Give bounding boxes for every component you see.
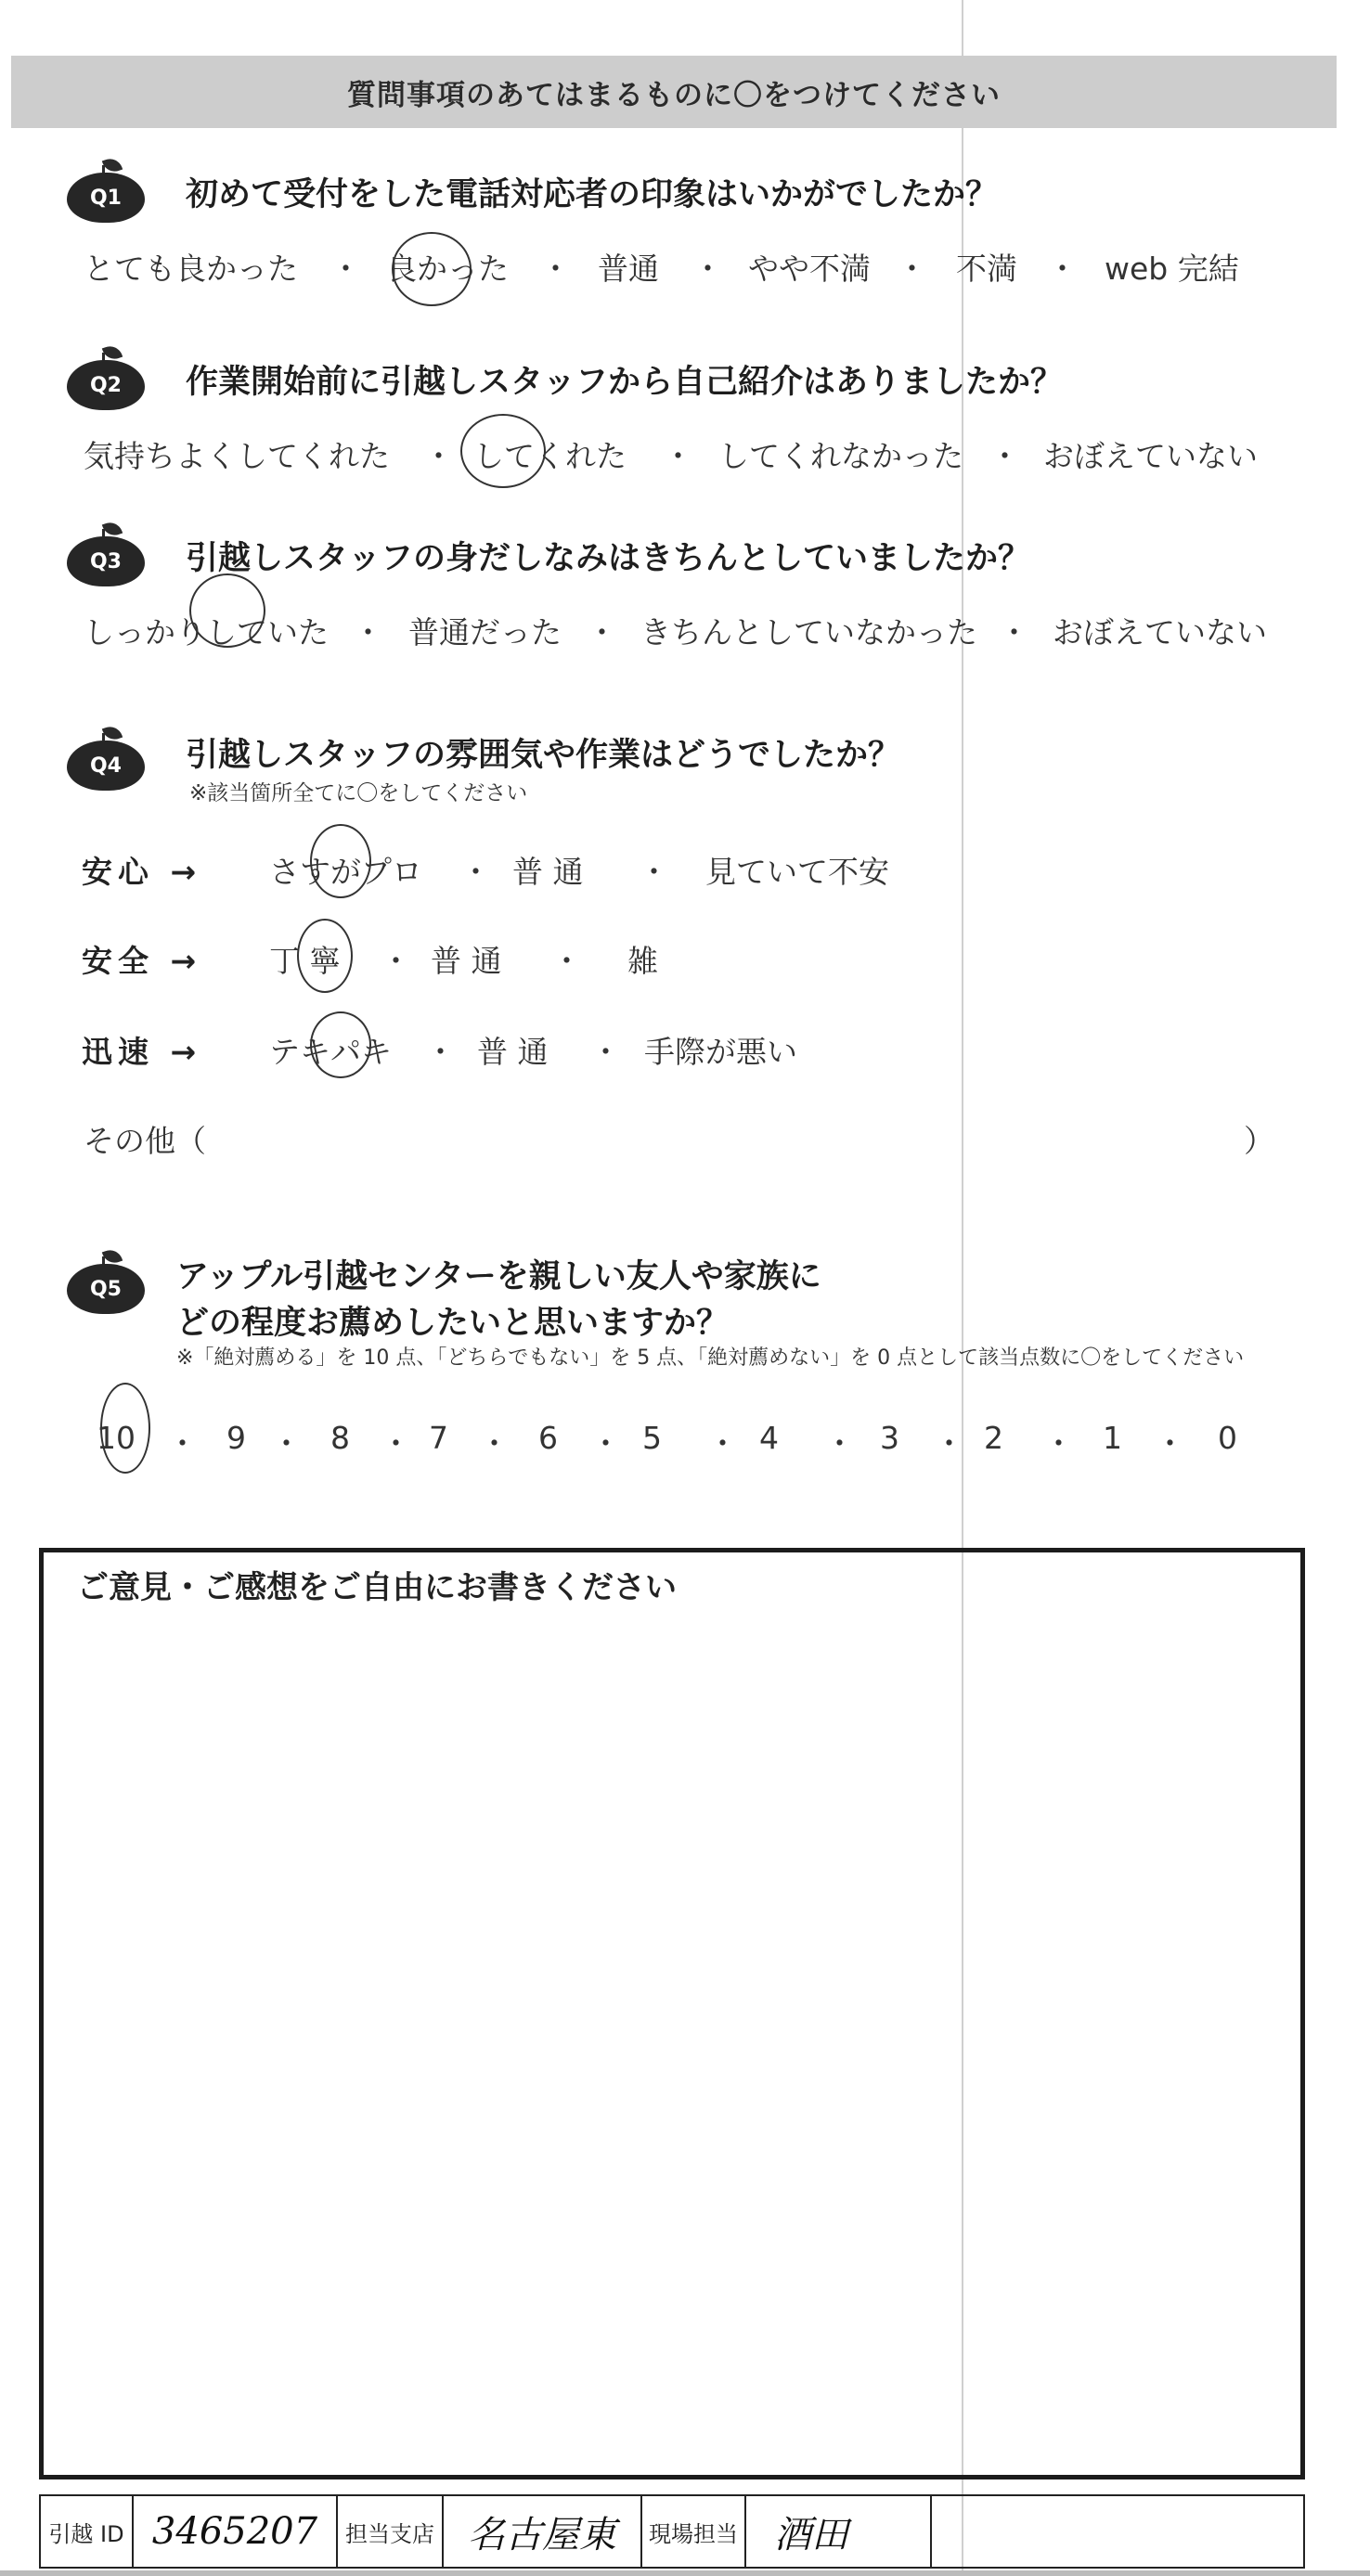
q4-separator: ・ bbox=[639, 854, 669, 890]
q5-separator: ・ bbox=[381, 1425, 411, 1462]
q5-separator: ・ bbox=[707, 1425, 738, 1462]
q1-option-5[interactable]: 不満 bbox=[956, 251, 1017, 287]
q1-option-4[interactable]: やや不満 bbox=[748, 251, 871, 287]
q5-separator: ・ bbox=[1155, 1425, 1185, 1462]
q4-separator: ・ bbox=[460, 854, 491, 890]
q2-separator: ・ bbox=[423, 438, 454, 474]
q2-badge bbox=[67, 353, 145, 408]
q2-option-1[interactable]: 気持ちよくしてくれた bbox=[84, 438, 390, 474]
paper-bottom-edge bbox=[0, 2570, 1370, 2576]
q5-score-10[interactable]: 10 bbox=[97, 1420, 136, 1456]
q3-question: 引越しスタッフの身だしなみはきちんとしていましたか？ bbox=[186, 540, 1031, 577]
q4-row-anshin-option-2[interactable]: 普 通 bbox=[512, 854, 584, 890]
q3-badge-label: Q3 bbox=[67, 536, 145, 586]
footer-table bbox=[39, 2494, 1305, 2569]
q5-question-line1: アップル引越センターを親しい友人や家族に bbox=[176, 1258, 821, 1295]
q3-badge bbox=[67, 529, 145, 585]
q3-option-4[interactable]: おぼえていない bbox=[1053, 614, 1267, 650]
q5-score-9[interactable]: 9 bbox=[226, 1420, 246, 1456]
q2-option-3[interactable]: してくれなかった bbox=[718, 438, 963, 474]
q5-note: ※「絶対薦める」を 10 点、「どちらでもない」を 5 点、「絶対薦めない」を 0 点として該当点数に〇をしてください bbox=[176, 1346, 1245, 1370]
instructions-header bbox=[11, 56, 1337, 128]
q5-separator: ・ bbox=[479, 1425, 510, 1462]
move-id-value[interactable]: 3465207 bbox=[134, 2496, 338, 2567]
q1-separator: ・ bbox=[540, 251, 571, 287]
q5-separator: ・ bbox=[824, 1425, 855, 1462]
q4-other-label: その他（ bbox=[84, 1123, 206, 1159]
q5-score-6[interactable]: 6 bbox=[538, 1420, 558, 1456]
comments-box[interactable] bbox=[39, 1548, 1305, 2479]
q5-score-0[interactable]: 0 bbox=[1218, 1420, 1237, 1456]
header-title: 質問事項のあてはまるものに〇をつけてください bbox=[347, 78, 1001, 112]
q4-row-anzen-label: 安全 → bbox=[82, 943, 202, 979]
q4-separator: ・ bbox=[590, 1034, 621, 1070]
q2-option-2[interactable]: してくれた bbox=[473, 438, 627, 474]
q4-row-anzen-option-2[interactable]: 普 通 bbox=[431, 943, 502, 979]
q5-separator: ・ bbox=[934, 1425, 964, 1462]
q1-badge bbox=[67, 165, 145, 221]
footer-empty-cell bbox=[932, 2496, 1303, 2567]
q3-separator: ・ bbox=[999, 614, 1029, 650]
q4-separator: ・ bbox=[551, 943, 582, 979]
q4-separator: ・ bbox=[381, 943, 411, 979]
staff-value[interactable]: 酒田 bbox=[746, 2496, 932, 2567]
q4-row-anzen-option-1[interactable]: 丁 寧 bbox=[269, 943, 341, 979]
q1-separator: ・ bbox=[692, 251, 723, 287]
q5-score-5[interactable]: 5 bbox=[642, 1420, 662, 1456]
q1-option-6[interactable]: web 完結 bbox=[1105, 251, 1239, 287]
q1-separator: ・ bbox=[1047, 251, 1078, 287]
q1-option-3[interactable]: 普通 bbox=[598, 251, 659, 287]
q1-option-1[interactable]: とても良かった bbox=[84, 251, 298, 287]
q4-row-jinsoku-selected-circle bbox=[310, 1011, 371, 1078]
comments-title: ご意見・ご感想をご自由にお書きください bbox=[77, 1569, 677, 1606]
q4-badge bbox=[67, 733, 145, 789]
q4-row-jinsoku-label: 迅速 → bbox=[82, 1034, 202, 1070]
q5-score-2[interactable]: 2 bbox=[984, 1420, 1003, 1456]
q1-option-2[interactable]: 良かった bbox=[386, 251, 509, 287]
q1-separator: ・ bbox=[897, 251, 927, 287]
q4-badge-label: Q4 bbox=[67, 741, 145, 791]
staff-label: 現場担当 bbox=[642, 2496, 746, 2567]
q2-option-4[interactable]: おぼえていない bbox=[1043, 438, 1258, 474]
q2-selected-circle bbox=[460, 414, 546, 488]
q5-badge-label: Q5 bbox=[67, 1264, 145, 1314]
q3-selected-circle bbox=[189, 573, 265, 648]
q5-score-1[interactable]: 1 bbox=[1103, 1420, 1122, 1456]
q5-selected-circle bbox=[100, 1383, 150, 1474]
move-id-label: 引越 ID bbox=[41, 2496, 134, 2567]
q4-row-anzen-option-3[interactable]: 雑 bbox=[627, 943, 658, 979]
q4-question: 引越しスタッフの雰囲気や作業はどうでしたか？ bbox=[186, 737, 901, 774]
q2-separator: ・ bbox=[663, 438, 693, 474]
q3-separator: ・ bbox=[353, 614, 383, 650]
q5-score-8[interactable]: 8 bbox=[330, 1420, 350, 1456]
q2-badge-label: Q2 bbox=[67, 360, 145, 410]
q4-row-anzen-selected-circle bbox=[297, 919, 353, 993]
q3-option-1[interactable]: しっかりしていた bbox=[84, 614, 329, 650]
q5-score-3[interactable]: 3 bbox=[880, 1420, 899, 1456]
q4-row-jinsoku-option-3[interactable]: 手際が悪い bbox=[644, 1034, 797, 1070]
q4-row-anshin-option-1[interactable]: さすがプロ bbox=[269, 854, 422, 890]
q4-row-jinsoku-option-1[interactable]: テキパキ bbox=[269, 1034, 392, 1070]
branch-value[interactable]: 名古屋東 bbox=[444, 2496, 642, 2567]
q5-score-4[interactable]: 4 bbox=[759, 1420, 779, 1456]
q5-separator: ・ bbox=[1043, 1425, 1074, 1462]
q5-separator: ・ bbox=[167, 1425, 198, 1462]
q5-separator: ・ bbox=[271, 1425, 302, 1462]
q4-separator: ・ bbox=[425, 1034, 456, 1070]
q5-badge bbox=[67, 1256, 145, 1312]
q4-row-jinsoku-option-2[interactable]: 普 通 bbox=[477, 1034, 549, 1070]
q3-option-3[interactable]: きちんとしていなかった bbox=[640, 614, 977, 650]
q1-question: 初めて受付をした電話対応者の印象はいかがでしたか？ bbox=[186, 176, 999, 213]
q4-row-anshin-label: 安心 → bbox=[82, 854, 202, 890]
q5-separator: ・ bbox=[590, 1425, 621, 1462]
q5-score-7[interactable]: 7 bbox=[429, 1420, 448, 1456]
q4-other-close: ） bbox=[1244, 1123, 1274, 1159]
q3-separator: ・ bbox=[587, 614, 617, 650]
q4-row-anshin-option-3[interactable]: 見ていて不安 bbox=[705, 854, 889, 890]
branch-label: 担当支店 bbox=[338, 2496, 444, 2567]
q5-question-line2: どの程度お薦めしたいと思いますか？ bbox=[176, 1305, 730, 1342]
q1-selected-circle bbox=[392, 232, 472, 306]
q1-badge-label: Q1 bbox=[67, 173, 145, 223]
q2-question: 作業開始前に引越しスタッフから自己紹介はありましたか？ bbox=[186, 364, 1064, 401]
q4-row-anshin-selected-circle bbox=[310, 824, 371, 898]
q3-option-2[interactable]: 普通だった bbox=[408, 614, 562, 650]
q4-note: ※該当箇所全てに〇をしてください bbox=[189, 781, 528, 805]
q2-separator: ・ bbox=[989, 438, 1020, 474]
q1-separator: ・ bbox=[330, 251, 361, 287]
